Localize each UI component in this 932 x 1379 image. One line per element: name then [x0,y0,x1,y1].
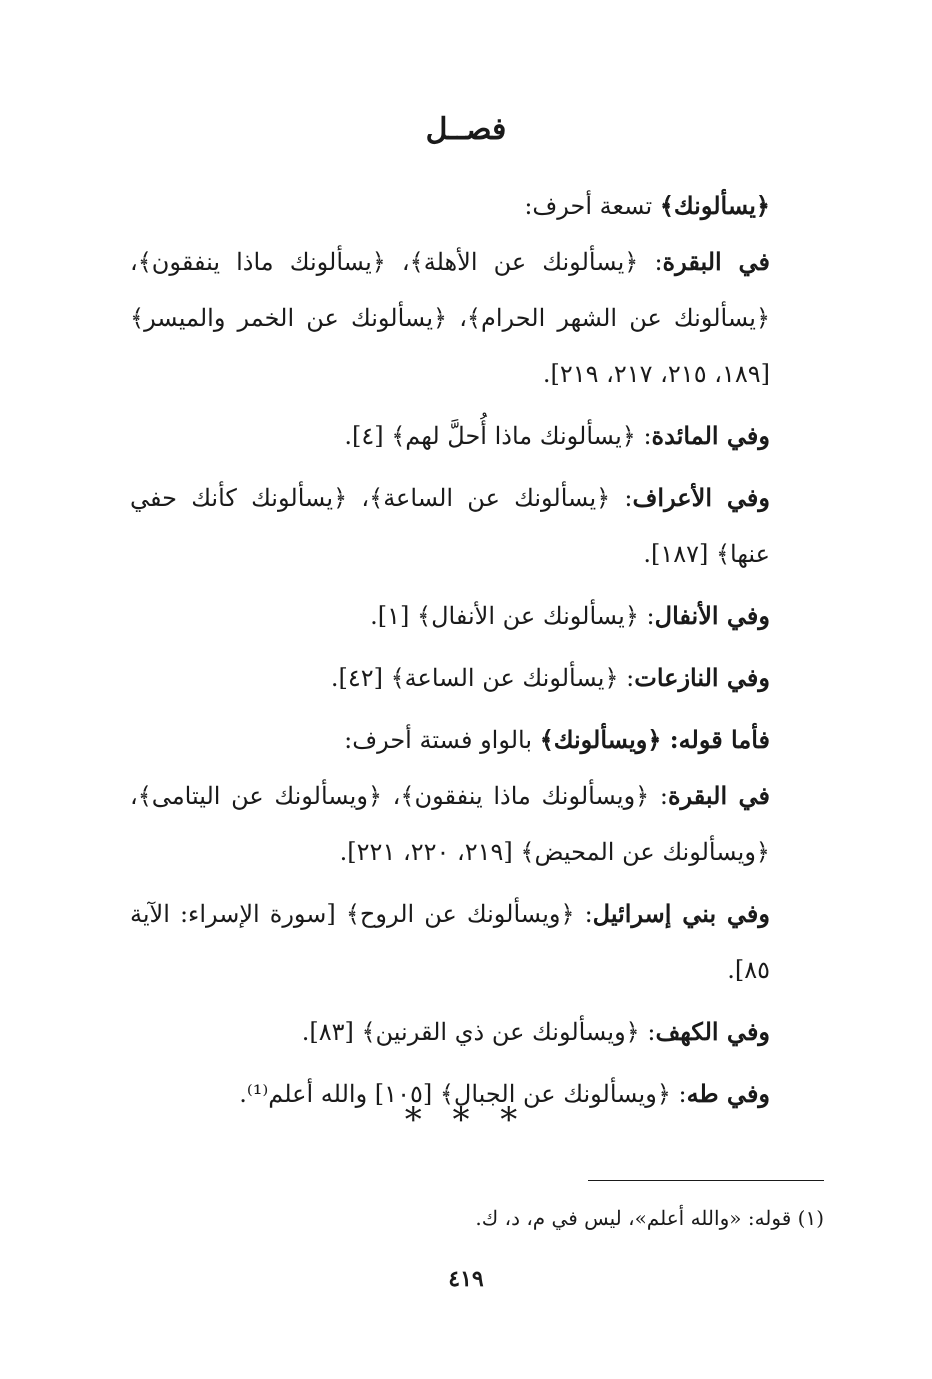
paragraph-waw-intro [130,712,770,768]
paragraph-intro [130,178,770,234]
paragraph-text: : ﴿يسألونك عن الأهلة﴾، ﴿يسألونك ماذا ينفقون﴾، ﴿يسألونك عن الشهر الحرام﴾، ﴿يسألونك عن الخمر والميسر﴾ [١٨٩، ٢١٥، ٢١٧، ٢١٩]. [130,248,770,388]
paragraph-baqara-waw [130,768,770,880]
paragraph-text: : ﴿يسألونك ماذا أُحلَّ لهم﴾ [٤]. [344,422,652,450]
paragraph-lead: ﴿يسألونك﴾ [659,191,770,220]
paragraph-naziat [130,650,770,706]
paragraph-text: : ﴿يسألونك عن الساعة﴾، ﴿يسألونك كأنك حفي عنها﴾ [١٨٧]. [130,484,770,568]
paragraph-lead: في البقرة [667,781,771,810]
paragraph-text: : ﴿يسألونك عن الساعة﴾ [٤٢]. [330,664,635,692]
footnote-divider [588,1180,824,1181]
page-number: ٤١٩ [448,1266,484,1292]
body-text [130,178,770,1122]
paragraph-lead: وفي بني إسرائيل [592,899,770,928]
footnote: (١) قوله: «والله أعلم»، ليس في م، د، ك. [475,1206,824,1230]
paragraph-text: تسعة أحرف: [524,192,660,220]
paragraph-lead: وفي طه [686,1079,770,1108]
paragraph-lead: وفي الكهف [655,1017,770,1046]
paragraph-lead: وفي الأعراف [632,483,770,512]
paragraph-lead: فأما قوله: ﴿ويسألونك﴾ [539,725,770,754]
paragraph-lead: وفي النازعات [634,663,770,692]
paragraph-text: : ﴿ويسألونك عن ذي القرنين﴾ [٨٣]. [301,1018,656,1046]
paragraph-maida [130,408,770,464]
paragraph-text: : ﴿يسألونك عن الأنفال﴾ [١]. [370,602,655,630]
paragraph-text: : ﴿ويسألونك ماذا ينفقون﴾، ﴿ويسألونك عن اليتامى﴾، ﴿ويسألونك عن المحيض﴾ [٢١٩، ٢٢٠، ٢٢١]. [130,782,770,866]
paragraph-araf [130,470,770,582]
paragraph-kahf [130,1004,770,1060]
paragraph-anfal [130,588,770,644]
section-separator: * * * [404,1100,528,1140]
paragraph-text: : ﴿ويسألونك عن الروح﴾ [سورة الإسراء: الآية ٨٥]. [130,900,770,984]
paragraph-isra [130,886,770,998]
paragraph-lead: في البقرة [662,247,770,276]
paragraph-lead: وفي الأنفال [654,601,770,630]
section-heading: فصــل [425,112,507,147]
paragraph-baqara [130,234,770,402]
paragraph-text: بالواو فستة أحرف: [344,726,540,754]
paragraph-lead: وفي المائدة [651,421,770,450]
paragraph-text: : ﴿ويسألونك عن الجبال﴾ [١٠٥] والله أعلم⁽¹⁾. [239,1080,687,1108]
